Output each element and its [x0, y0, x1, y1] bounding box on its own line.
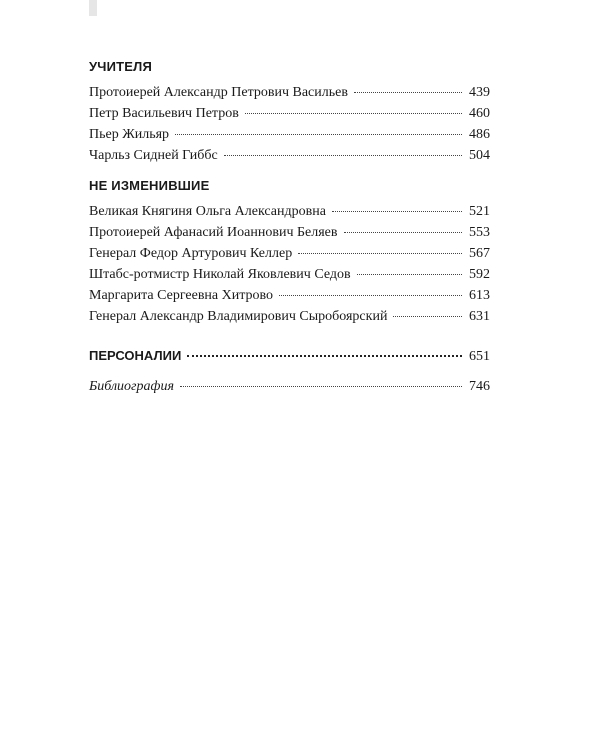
toc-entry-title: Протоиерей Афанасий Иоаннович Беляев: [89, 225, 338, 240]
dot-leader: [187, 354, 462, 357]
toc-entry-page: 613: [469, 288, 490, 303]
dot-leader: [332, 210, 462, 212]
toc-entry-bibliography[interactable]: [89, 376, 490, 397]
section-heading-unchanged: НЕ ИЗМЕНИВШИЕ: [89, 178, 210, 193]
toc-entry[interactable]: [89, 243, 490, 264]
toc-entry[interactable]: [89, 145, 490, 166]
dot-leader: [180, 385, 462, 387]
toc-entry-title: Штабс-ротмистр Николай Яковлевич Седов: [89, 267, 351, 282]
toc-entry[interactable]: [89, 264, 490, 285]
toc-entry[interactable]: [89, 82, 490, 103]
toc-entry-page: 439: [469, 85, 490, 100]
toc-entry-page: 460: [469, 106, 490, 121]
toc-entry[interactable]: [89, 201, 490, 222]
toc-entry-page: 592: [469, 267, 490, 282]
dot-leader: [344, 231, 463, 233]
toc-entry-title: Пьер Жильяр: [89, 127, 170, 142]
toc-entry-page: 553: [469, 225, 490, 240]
toc-entry-title: Чарльз Сидней Гиббс: [89, 148, 218, 163]
toc-entry-title: Генерал Федор Артурович Келлер: [89, 246, 293, 261]
toc-entry-title: Протоиерей Александр Петрович Васильев: [89, 85, 348, 100]
toc-entry-title: Маргарита Сергеевна Хитрово: [89, 288, 274, 303]
table-of-contents: [89, 58, 490, 397]
dot-leader: [298, 252, 462, 254]
section-heading-teachers: УЧИТЕЛЯ: [89, 59, 153, 74]
toc-entry-page: 486: [469, 127, 490, 142]
bibliography-page: 746: [469, 379, 490, 394]
dot-leader: [279, 294, 462, 296]
toc-entry-page: 631: [469, 309, 490, 324]
toc-entry-title: Великая Княгиня Ольга Александровна: [89, 204, 326, 219]
bibliography-title: Библиография: [89, 379, 174, 394]
toc-entry[interactable]: [89, 285, 490, 306]
dot-leader: [224, 154, 462, 156]
page-edge-mark: [89, 0, 97, 16]
persons-title: ПЕРСОНАЛИИ: [89, 348, 182, 363]
persons-page: 651: [469, 349, 490, 364]
dot-leader: [393, 315, 462, 317]
dot-leader: [175, 133, 462, 135]
toc-entry-page: 504: [469, 148, 490, 163]
dot-leader: [245, 112, 462, 114]
dot-leader: [357, 273, 462, 275]
toc-entry-page: 567: [469, 246, 490, 261]
toc-entry[interactable]: [89, 222, 490, 243]
toc-entry-title: Петр Васильевич Петров: [89, 106, 239, 121]
toc-entry[interactable]: [89, 306, 490, 327]
toc-entry-persons[interactable]: [89, 345, 490, 367]
toc-entry[interactable]: [89, 124, 490, 145]
toc-entry[interactable]: [89, 103, 490, 124]
toc-entry-title: Генерал Александр Владимирович Сыробоярский: [89, 309, 388, 324]
dot-leader: [354, 91, 462, 93]
toc-entry-page: 521: [469, 204, 490, 219]
